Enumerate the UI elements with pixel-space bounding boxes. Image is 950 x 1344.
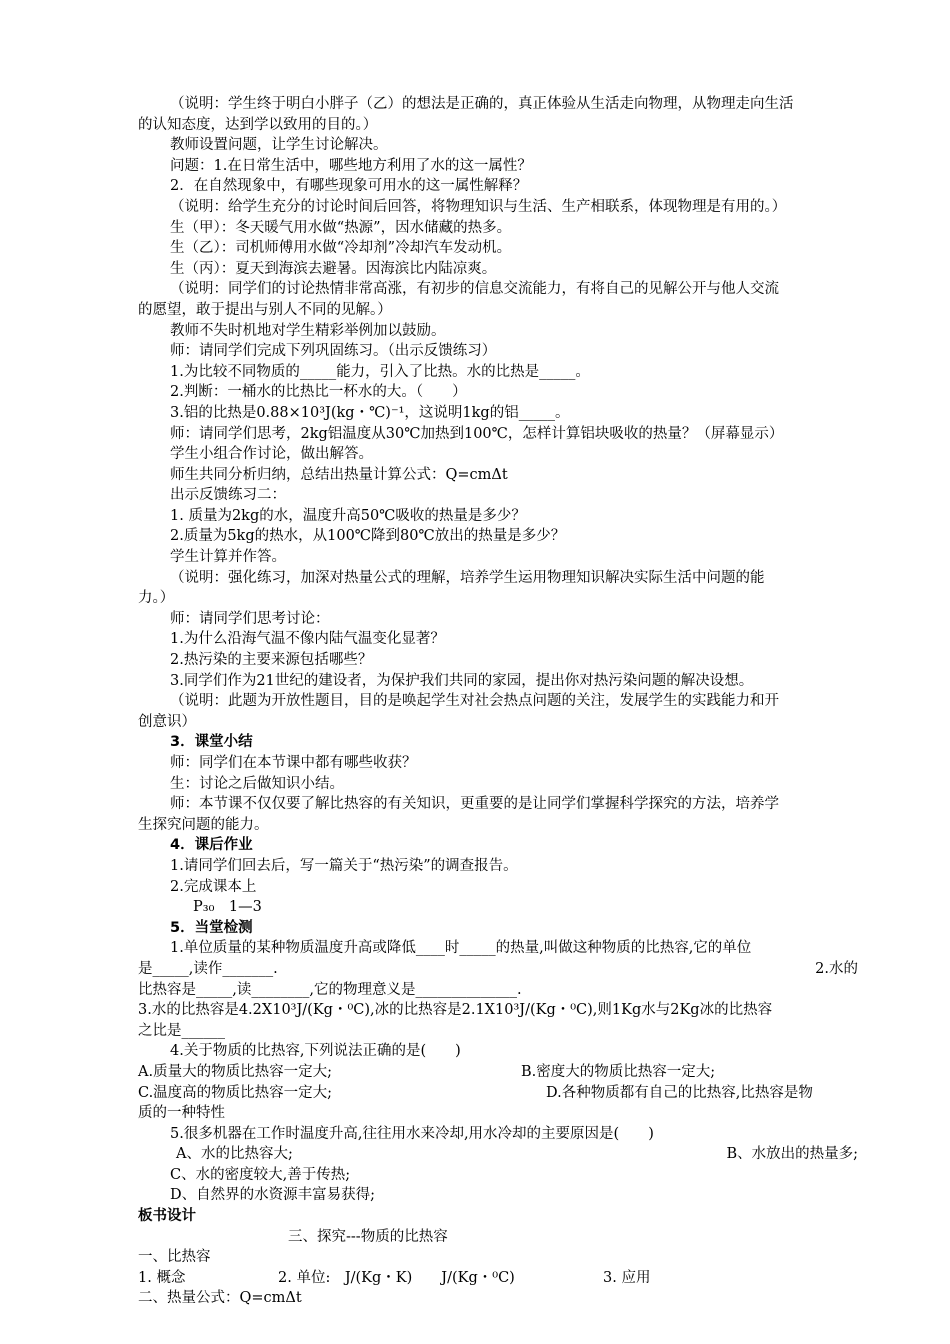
text-line: 的认知态度，达到学以致用的目的。）	[138, 116, 378, 133]
text-line: 之比是______	[138, 1022, 225, 1039]
text-line: 质的一种特性	[138, 1105, 225, 1122]
board-item: 1. 概念	[138, 1269, 186, 1286]
text-line: 4.关于物质的比热容,下列说法正确的是( )	[170, 1043, 461, 1060]
text-line: 1.为比较不同物质的_____能力，引入了比热。水的比热是_____。	[170, 363, 590, 380]
text-line: 生（丙）：夏天到海滨去避暑。因海滨比内陆凉爽。	[170, 260, 497, 277]
option-c: C、水的密度较大,善于传热;	[170, 1166, 351, 1183]
text-line: （说明：学生终于明白小胖子（乙）的想法是正确的，真正体验从生活走向物理，从物理走向生活	[170, 96, 794, 112]
text-line: 2.质量为5kg的热水，从100℃降到80℃放出的热量是多少？	[170, 528, 566, 545]
text-line: 教师不失时机地对学生精彩举例加以鼓励。	[170, 322, 446, 339]
text-line: 3.铝的比热是0.88×10³J(kg・℃)⁻¹，这说明1kg的铝_____。	[170, 404, 570, 421]
option-row	[138, 1083, 858, 1104]
text-line: 2．在自然现象中，有哪些现象可用水的这一属性解释？	[170, 178, 528, 195]
text-line: 创意识）	[138, 713, 196, 730]
text-line: 2.判断：一桶水的比热比一杯水的大。（ ）	[170, 384, 467, 401]
text-line: 生（甲）：冬天暖气用水做“热源”，因水储藏的热多。	[170, 219, 512, 236]
text-line: 1. 质量为2kg的水，温度升高50℃吸收的热量是多少？	[170, 507, 526, 524]
option-d: D、自然界的水资源丰富易获得;	[170, 1187, 376, 1204]
text-line: 的愿望，敢于提出与别人不同的见解。）	[138, 301, 392, 318]
text-line: 3.同学们作为21世纪的建设者，为保护我们共同的家园，提出你对热污染问题的解决设想。	[170, 672, 754, 689]
lesson-content	[138, 94, 858, 1309]
board-heading: 板书设计	[138, 1208, 196, 1225]
text-span: 是_____,读作_______.	[138, 960, 278, 977]
text-line: 力。）	[138, 590, 175, 607]
option-b: B.密度大的物质比热容一定大;	[521, 1063, 716, 1080]
text-line: 1.请同学们回去后，写一篇关于“热污染”的调查报告。	[170, 857, 518, 874]
board-title: 三、探究---物质的比热容	[288, 1228, 448, 1245]
text-line: 4．课后作业	[170, 837, 253, 854]
text-line: 出示反馈练习二：	[170, 487, 286, 504]
text-line: 比热容是_____,读________,它的物理意义是______________.	[138, 981, 522, 998]
text-line: 1.单位质量的某种物质温度升高或降低____时_____的热量,叫做这种物质的比热容,它的单位	[170, 940, 752, 957]
text-line: 3.水的比热容是4.2X10³J/(Kg・⁰C),冰的比热容是2.1X10³J/(Kg・⁰C),则1Kg水与2Kg冰的比热容	[138, 1002, 773, 1019]
option-a: A.质量大的物质比热容一定大;	[138, 1063, 332, 1080]
text-line: 师：请同学们思考，2kg铝温度从30℃加热到100℃，怎样计算铝块吸收的热量？（屏幕显示）	[170, 425, 784, 442]
text-line: 3．课堂小结	[170, 734, 253, 751]
text-line: 学生小组合作讨论，做出解答。	[170, 446, 373, 463]
text-line: （说明：同学们的讨论热情非常高涨，有初步的信息交流能力，有将自己的见解公开与他人交流	[170, 281, 779, 298]
board-section-1: 一、比热容	[138, 1249, 211, 1266]
option-d: D.各种物质都有自己的比热容,比热容是物	[546, 1084, 813, 1101]
text-line: 生探究问题的能力。	[138, 816, 269, 833]
option-row	[138, 1062, 858, 1083]
text-line: 学生计算并作答。	[170, 549, 286, 566]
board-row	[138, 1268, 858, 1289]
text-line: 生：讨论之后做知识小结。	[170, 775, 344, 792]
text-line: 5．当堂检测	[170, 919, 253, 936]
text-span: 2.水的	[815, 960, 858, 977]
board-item: 3. 应用	[603, 1269, 651, 1286]
option-row	[138, 1144, 858, 1165]
text-line	[138, 959, 858, 980]
option-a: A、水的比热容大;	[176, 1146, 293, 1163]
question-5: 5.很多机器在工作时温度升高,往往用水来冷却,用水冷却的主要原因是( )	[170, 1125, 654, 1142]
text-line: 2.完成课本上	[170, 878, 257, 895]
text-line: 师：请同学们完成下列巩固练习。（出示反馈练习）	[170, 343, 497, 360]
text-line: 师：同学们在本节课中都有哪些收获？	[170, 755, 417, 771]
option-b: B、水放出的热量多;	[726, 1146, 858, 1163]
text-line: 师：本节课不仅仅要了解比热容的有关知识，更重要的是让同学们掌握科学探究的方法，培养学	[170, 796, 779, 813]
option-c: C.温度高的物质比热容一定大;	[138, 1084, 333, 1101]
text-line: 生（乙）：司机师傅用水做“冷却剂”冷却汽车发动机。	[170, 240, 512, 257]
text-line: 师生共同分析归纳，总结出热量计算公式：Q=cmΔt	[170, 466, 508, 483]
text-line: 问题：1.在日常生活中，哪些地方利用了水的这一属性？	[170, 157, 532, 174]
board-item: 2. 单位: J/(Kg・K) J/(Kg・⁰C)	[278, 1269, 515, 1286]
text-line: P₃₀ 1—3	[193, 899, 262, 916]
text-line: 师：请同学们思考讨论：	[170, 610, 330, 627]
board-section-2: 二、热量公式：Q=cmΔt	[138, 1290, 302, 1307]
text-line: （说明：此题为开放性题目，目的是唤起学生对社会热点问题的关注，发展学生的实践能力和开	[170, 693, 779, 710]
text-line: （说明：强化练习，加深对热量公式的理解，培养学生运用物理知识解决实际生活中问题的能	[170, 569, 765, 586]
text-line: 1.为什么沿海气温不像内陆气温变化显著？	[170, 631, 445, 648]
text-line: （说明：给学生充分的讨论时间后回答，将物理知识与生活、生产相联系，体现物理是有用的。）	[170, 198, 787, 215]
text-line: 教师设置问题，让学生讨论解决。	[170, 137, 388, 154]
text-line: 2.热污染的主要来源包括哪些？	[170, 652, 373, 669]
